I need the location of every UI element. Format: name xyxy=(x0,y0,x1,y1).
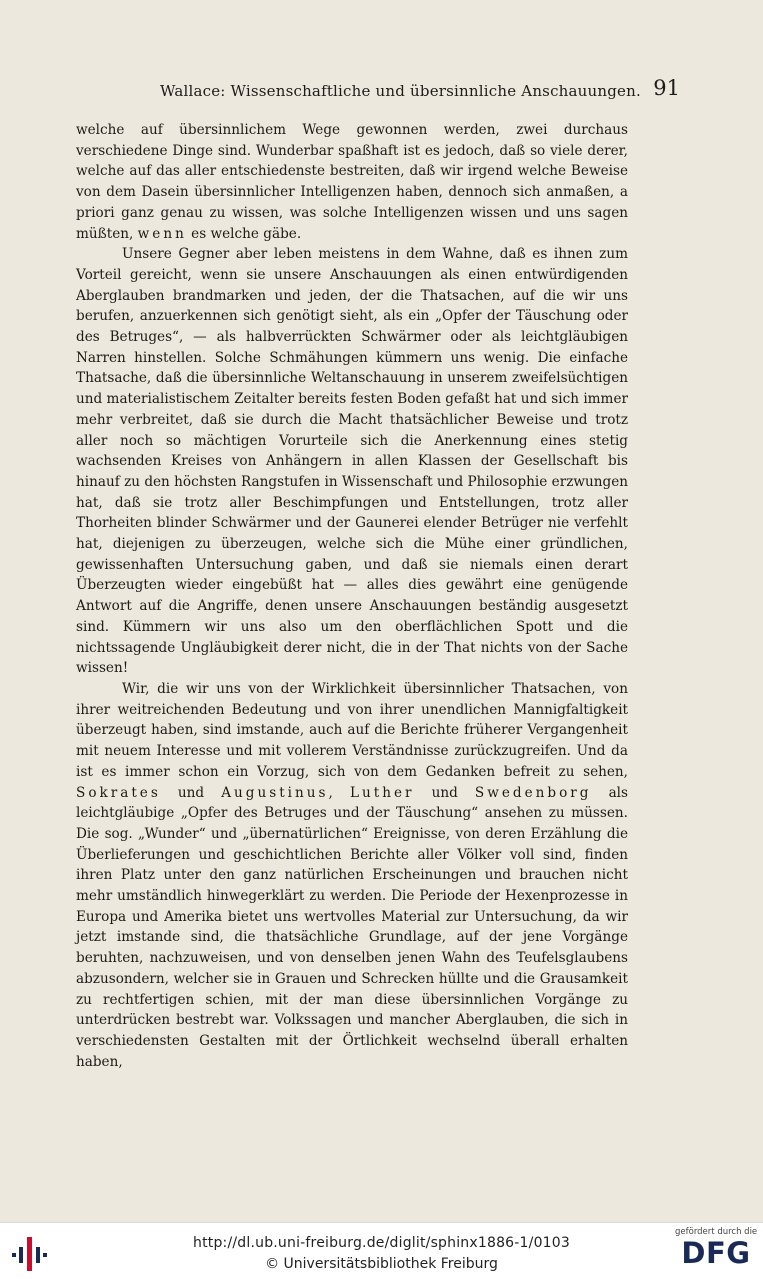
name-luther: Luther xyxy=(349,784,415,801)
dfg-logo[interactable] xyxy=(675,1227,757,1275)
paragraph-1: welche auf übersinnlichem Wege gewonnen werden, zwei durchaus verschiedene Dinge sind. Wunderbar spaßhaft ist es jedoch, daß so viele derer, welche auf das aller entschiedenste bestreiten, daß wir irgend welche Beweise von dem Dasein übersinnlicher Intelligenzen haben, dennoch sich anmaßen, a priori ganz genau zu wissen, was solche Intelligenzen wissen und uns sagen müßten, wenn es welche gäbe. xyxy=(76,122,628,242)
running-head: Wallace: Wissenschaftliche und übersinnliche Anschauungen. xyxy=(160,82,641,100)
page-number: 91 xyxy=(653,76,680,100)
paragraph-3: Wir, die wir uns von der Wirklichkeit übersinnlicher Thatsachen, von ihrer weitreichenden Bedeutung und von ihrer unendlichen Mannigfaltigkeit überzeugt haben, sind imstande, auch auf die Berichte früherer Vergangenheit mit neuem Interesse und mit vollerem Verständnisse zurückzugreifen. Und da ist es immer schon ein Vorzug, sich von dem Gedanken befreit zu sehen, Sokrates und Augustinus, Luther und Swedenborg als leichtgläubige „Opfer des Betruges und der Täuschung“ ansehen zu müssen. Die sog. „Wunder“ und „übernatürlichen“ Ereignisse, von deren Erzählung die Überlieferungen und geschichtlichen Berichte aller Völker voll sind, finden ihren Platz unter den ganz natürlichen Erscheinungen und brauchen nicht mehr umständlich hinwegerklärt zu werden. Die Periode der Hexenprozesse in Europa und Amerika bietet uns wertvolles Material zur Untersuchung, da wir jetzt imstande sind, die thatsächliche Grundlage, auf der jene Vorgänge beruhten, nachzuweisen, und von denselben jenen Wahn des Teufelsglaubens abzusondern, welcher sie in Grauen und Schrecken hüllte und die Grausamkeit zu rechtfertigen schien, mit der man diese übersinnlichen Vorgänge zu unterdrücken bestrebt war. Volkssagen und mancher Aberglauben, die sich in verschiedensten Gestalten mit der Örtlichkeit wechselnd überall erhalten haben, xyxy=(76,680,628,1070)
name-augustinus: Augustinus xyxy=(221,784,329,801)
text-body xyxy=(76,120,628,1072)
copyright-notice: © Universitätsbibliothek Freiburg xyxy=(265,1256,498,1272)
name-swedenborg: Swedenborg xyxy=(474,784,592,801)
name-sokrates: Sokrates xyxy=(76,784,161,801)
funding-caption: gefördert durch die xyxy=(675,1227,758,1237)
permalink-url[interactable]: http://dl.ub.uni-freiburg.de/diglit/sphinx1886-1/0103 xyxy=(193,1235,570,1251)
page-header xyxy=(80,76,680,110)
paragraph-2: Unsere Gegner aber leben meistens in dem Wahne, daß es ihnen zum Vorteil gereicht, wenn sie unsere Anschauungen als einen entwürdigenden Aberglauben brandmarken und jeden, der die Thatsachen, auf die wir uns berufen, anzuerkennen sich genötigt sieht, als ein „Opfer der Täuschung oder des Betruges“, — als halbverrückten Schwärmer oder als leichtgläubigen Narren hinstellen. Solche Schmähungen kümmern uns wenig. Die einfache Thatsache, daß die übersinnliche Weltanschauung in unserem zweifelsüchtigen und materialistischem Zeitalter bereits festen Boden gefaßt hat und sich immer mehr verbreitet, daß sie durch die Macht thatsächlicher Beweise und trotz aller noch so mächtigen Vorurteile sich die Anerkennung eines stetig wachsenden Kreises von Anhängern in allen Klassen der Gesellschaft bis hinauf zu den höchsten Rangstufen in Wissenschaft und Philosophie erzwungen hat, daß sie trotz aller Beschimpfungen und Entstellungen, trotz aller Thorheiten blinder Schwärmer und der Gaunerei elender Betrüger nie verfehlt hat, diejenigen zu überzeugen, welche sich die Mühe einer gründlichen, gewissenhaften Untersuchung gaben, und daß sie niemals einen derart Überzeugten wieder eingebüßt hat — alles dies gewährt eine genügende Antwort auf die Angriffe, denen unsere Anschauungen beständig ausgesetzt sind. Kümmern wir uns also um den oberflächlichen Spott und die nichtssagende Ungläubigkeit derer nicht, die in der That nichts von der Sache wissen! xyxy=(76,246,628,677)
emphasis-wenn: wenn xyxy=(137,225,187,242)
viewer-footer xyxy=(0,1222,763,1279)
dfg-logo-text: DFG xyxy=(681,1236,751,1270)
